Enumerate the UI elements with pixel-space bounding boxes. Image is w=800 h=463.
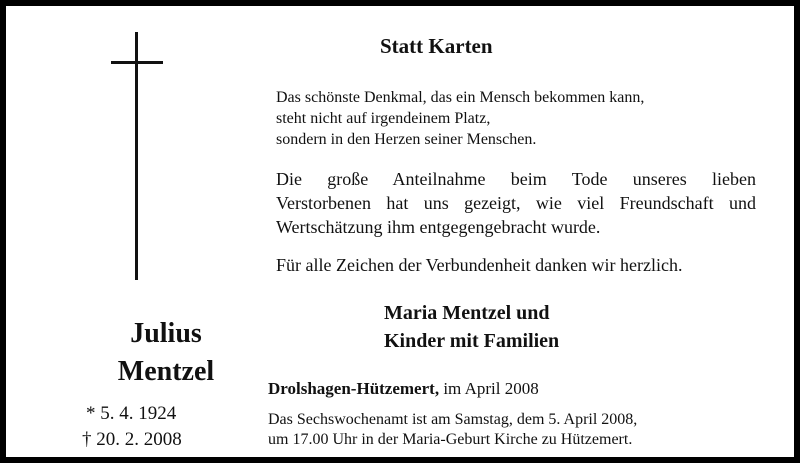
quote-line: steht nicht auf irgendeinem Platz, bbox=[276, 110, 491, 127]
place-date-line bbox=[268, 379, 539, 399]
notice-body bbox=[276, 167, 756, 239]
body-line: Wertschätzung ihm entgegengebracht wurde. bbox=[276, 217, 601, 237]
body-line: Verstorbenen hat uns gezeigt, wie viel Freundschaft und bbox=[276, 193, 756, 213]
birth-star-icon: * bbox=[86, 403, 96, 424]
service-info-line: Das Sechswochenamt ist am Samstag, dem 5. April 2008, bbox=[268, 411, 638, 428]
signature-line: Kinder mit Familien bbox=[384, 330, 560, 352]
thanks-line: Für alle Zeichen der Verbundenheit danken wir herzlich. bbox=[276, 255, 683, 275]
birth-date: 5. 4. 1924 bbox=[100, 403, 177, 424]
quote-line: Das schönste Denkmal, das ein Mensch bekommen kann, bbox=[276, 89, 645, 106]
birth-date-line bbox=[86, 403, 176, 425]
place-name: Drolshagen-Hützemert, bbox=[268, 379, 440, 398]
body-line: Die große Anteilnahme beim Tode unseres lieben bbox=[276, 169, 756, 189]
notice-header: Statt Karten bbox=[380, 34, 493, 58]
death-dagger-icon: † bbox=[82, 429, 92, 450]
notice-date: im April 2008 bbox=[439, 379, 539, 398]
quote-line: sondern in den Herzen seiner Menschen. bbox=[276, 131, 537, 148]
cross-icon-bar bbox=[111, 61, 163, 64]
death-date-line bbox=[82, 429, 182, 451]
deceased-last-name: Mentzel bbox=[117, 356, 215, 387]
signature-line: Maria Mentzel und bbox=[384, 302, 550, 324]
cross-icon bbox=[135, 32, 138, 280]
death-date: 20. 2. 2008 bbox=[96, 429, 182, 450]
deceased-first-name: Julius bbox=[130, 318, 202, 349]
service-info-line: um 17.00 Uhr in der Maria-Geburt Kirche zu Hützemert. bbox=[268, 431, 633, 448]
